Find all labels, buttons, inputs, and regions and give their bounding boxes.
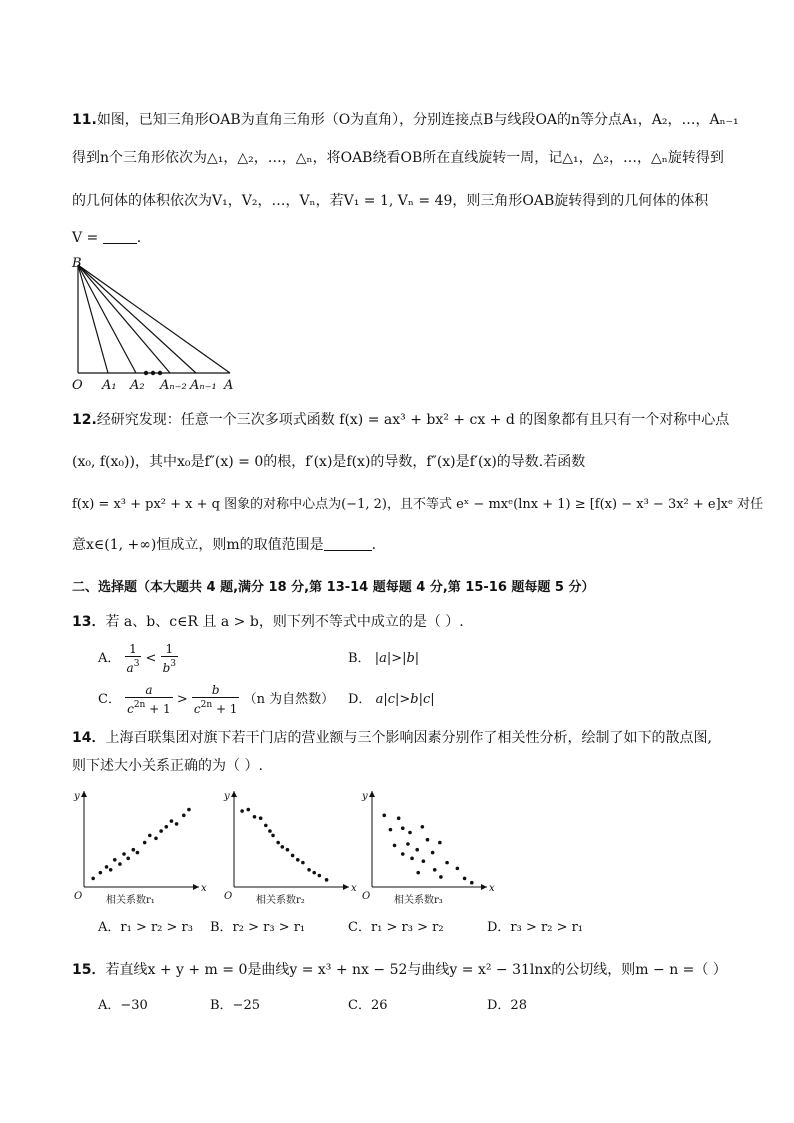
plot-2-point (240, 809, 244, 813)
plot-1-y-arrow (81, 791, 87, 797)
plot-1-x-label: x (201, 883, 207, 894)
plot-3-point (406, 842, 410, 846)
q13-option-d-label: D． (348, 692, 372, 707)
plot-1-point (91, 877, 95, 881)
plot-2-y-arrow (231, 791, 237, 797)
plot-2-point (268, 829, 272, 833)
plot-1-origin: O (74, 891, 83, 902)
q14-scatter-plots (70, 785, 495, 906)
q14-text-1: 上海百联集团对旗下若干门店的营业额与三个影响因素分别作了相关性分析，绘制了如下的散点图, (105, 730, 712, 746)
plot-3-point (421, 825, 425, 829)
plot-2-y-label: y (224, 791, 230, 802)
plot-2-point (259, 816, 263, 820)
plot-3-point (438, 841, 442, 845)
plot-1-point (136, 851, 140, 855)
q14-option-c[interactable]: C．r₁ > r₃ > r₂ (348, 920, 444, 935)
plot-1-caption: 相关系数r₁ (106, 895, 155, 906)
plot-1-point (113, 858, 117, 862)
plot-3-point (463, 877, 467, 881)
plot-1-point (170, 819, 174, 823)
q14-option-d[interactable]: D．r₃ > r₂ > r₁ (487, 920, 584, 935)
q11-number: 11. (72, 112, 97, 128)
q15-option-d[interactable]: D．28 (487, 998, 527, 1013)
q13-option-c[interactable]: C． $\frac{a}{c^{2n} + 1}$ > $\frac{b}{c^{2n} + 1}$ （n 为自然数） (98, 683, 335, 716)
plot-3-point (431, 851, 435, 855)
q11-line2: 得到n个三角形依次为△₁，△₂，…，△ₙ，将OAB绕看OB所在直线旋转一周，记△₁，△₂，…，△ₙ旋转得到 (72, 150, 724, 166)
q13-stem: 若 a、b、c∈R 且 a > b，则下列不等式中成立的是（ ）. (105, 614, 464, 630)
q12-line4: 意x∈(1, +∞)恒成立，则m的取值范围是 . (72, 537, 377, 553)
q13-frac-1-b3: $\frac{1}{b^3}$ (162, 642, 177, 675)
q13-option-b-text: |a|>|b| (374, 651, 420, 666)
plot-2-point (291, 854, 295, 858)
q13-option-d-text: a|c|>b|c| (375, 692, 435, 707)
label-An1: Aₙ₋₁ (190, 378, 217, 393)
q11-text-1: 如图，已知三角形OAB为直角三角形（O为直角），分别连接点B与线段OA的n等分点A₁，A₂，…，Aₙ₋₁ (96, 112, 739, 128)
q14-option-b[interactable]: B．r₂ > r₃ > r₁ (210, 920, 306, 935)
plot-1-x-arrow (193, 884, 199, 890)
plot-2-point (312, 871, 316, 875)
q13-option-a[interactable]: A． $\frac{1}{a^3}$ < $\frac{1}{b^3}$ (98, 642, 177, 675)
q12-answer-blank[interactable] (324, 536, 372, 551)
q13-frac-b: $\frac{b}{c^{2n} + 1}$ (193, 683, 238, 716)
q15-number: 15． (72, 962, 106, 978)
plot-2-point (271, 834, 275, 838)
plot-3-point (382, 814, 386, 818)
q15-option-b[interactable]: B．−25 (210, 998, 260, 1013)
q11-line3: 的几何体的体积依次为V₁，V₂，…，Vₙ，若V₁ = 1, Vₙ = 49，则三角形OAB旋转得到的几何体的体积 (72, 193, 709, 209)
q13-stem-line (72, 612, 464, 632)
plot-1-point (148, 834, 152, 838)
label-A: A (224, 378, 234, 393)
q12-line1 (72, 410, 729, 430)
plot-3-point (422, 859, 426, 863)
q12-number: 12. (72, 412, 97, 428)
plot-1-point (126, 857, 130, 861)
q13-option-d[interactable] (348, 690, 435, 710)
plot-3-point (470, 881, 474, 885)
plot-3-point (401, 852, 405, 856)
plot-3-point (389, 828, 393, 832)
plot-1-point (99, 871, 103, 875)
plot-1-point (159, 829, 163, 833)
plot-1-point (122, 852, 126, 856)
q11-line4: V = . (72, 230, 142, 246)
plot-3-point (456, 867, 460, 871)
plot-3-x-arrow (481, 884, 487, 890)
q12-line3: f(x) = x³ + px² + x + q 图象的对称中心点为(−1, 2)，且不等式 eˣ − mxᵉ(lnx + 1) ≥ [f(x) − x³ − 3x² + e]xᵉ 对任 (72, 497, 764, 512)
q12-text-4: 意x∈(1, +∞)恒成立，则m的取值范围是 (72, 537, 324, 553)
plot-1-point (109, 868, 113, 872)
plot-2-point (325, 878, 329, 882)
plot-3-y-arrow (369, 791, 375, 797)
plot-3-point (401, 826, 405, 830)
plot-1-point (154, 836, 158, 840)
q12-line2: (x₀, f(x₀))，其中x₀是f″(x) = 0的根，f′(x)是f(x)的导数，f″(x)是f′(x)的导数.若函数 (72, 454, 586, 470)
plot-1-point (105, 865, 109, 869)
plot-3-point (416, 871, 420, 875)
plot-3-origin: O (362, 891, 371, 902)
q14-number: 14． (72, 730, 106, 746)
plot-2-x-arrow (343, 884, 349, 890)
q11-triangle-figure (70, 255, 250, 395)
q14-line2: 则下述大小关系正确的为（ ）. (72, 758, 263, 774)
q13-frac-1-a3: $\frac{1}{a^3}$ (126, 642, 140, 675)
q13-option-c-note: （n 为自然数） (243, 692, 335, 707)
plot-2-point (253, 815, 257, 819)
plot-1-point (143, 841, 147, 845)
plot-2-point (296, 858, 300, 862)
q11-answer-blank[interactable] (103, 229, 137, 244)
q13-number: 13． (72, 614, 106, 630)
plot-1-point (164, 825, 168, 829)
q14-line1 (72, 728, 712, 748)
label-A1: A₁ (102, 378, 117, 393)
plot-3-point (410, 857, 414, 861)
plot-1-point (118, 862, 122, 866)
plot-1-point (187, 808, 191, 812)
q13-option-b-label: B． (348, 651, 371, 666)
label-B: B (72, 256, 82, 271)
section2-title: 二、选择题（本大题共 4 题,满分 18 分,第 13-14 题每题 4 分,第 15-16 题每题 5 分） (72, 580, 595, 595)
plot-2-point (276, 841, 280, 845)
plot-3-y-label: y (362, 791, 368, 802)
plot-2-point (280, 845, 284, 849)
plot-2-origin: O (224, 891, 233, 902)
label-O: O (72, 378, 83, 393)
plot-3-point (415, 848, 419, 852)
plot-1-point (132, 848, 136, 852)
q13-frac-a: $\frac{a}{c^{2n} + 1}$ (127, 683, 171, 716)
plot-2-point (247, 808, 251, 812)
q15-option-a[interactable]: A．−30 (98, 998, 148, 1013)
plot-3-point (445, 861, 449, 865)
q11-line1 (72, 110, 739, 130)
q13-option-c-label: C． (98, 692, 121, 707)
label-A2: A₂ (130, 378, 145, 393)
plot-3-point (439, 875, 443, 879)
plot-2-caption: 相关系数r₂ (256, 895, 305, 906)
plot-2-x-label: x (351, 883, 357, 894)
q15-stem: 若直线x + y + m = 0是曲线y = x³ + nx − 52与曲线y = x² − 31lnx的公切线，则m − n =（ ） (105, 962, 727, 978)
q15-option-c[interactable]: C．26 (348, 998, 388, 1013)
plot-2-point (286, 848, 290, 852)
plot-2-point (301, 861, 305, 865)
plot-3-point (397, 816, 401, 820)
plot-3-point (426, 838, 430, 842)
plot-3-point (408, 831, 412, 835)
plot-3-caption: 相关系数r₃ (394, 895, 443, 906)
q12-text-1: 经研究发现：任意一个三次多项式函数 f(x) = ax³ + bx² + cx + d 的图象都有且只有一个对称中心点 (96, 412, 730, 428)
plot-1-point (175, 822, 179, 826)
q15-stem-line (72, 960, 727, 980)
plot-3-x-label: x (489, 883, 495, 894)
q14-option-a[interactable]: A．r₁ > r₂ > r₃ (98, 920, 193, 935)
label-An2: Aₙ₋₂ (160, 378, 187, 393)
plot-1-point (182, 814, 186, 818)
q13-option-b[interactable] (348, 649, 419, 669)
plot-2-point (318, 874, 322, 878)
plot-3-point (433, 868, 437, 872)
plot-2-point (307, 868, 311, 872)
plot-2-point (264, 824, 268, 828)
q11-answer-label: V = (72, 230, 99, 246)
plot-1-y-label: y (74, 791, 80, 802)
q13-option-a-label: A． (98, 651, 121, 666)
plot-3-point (393, 844, 397, 848)
